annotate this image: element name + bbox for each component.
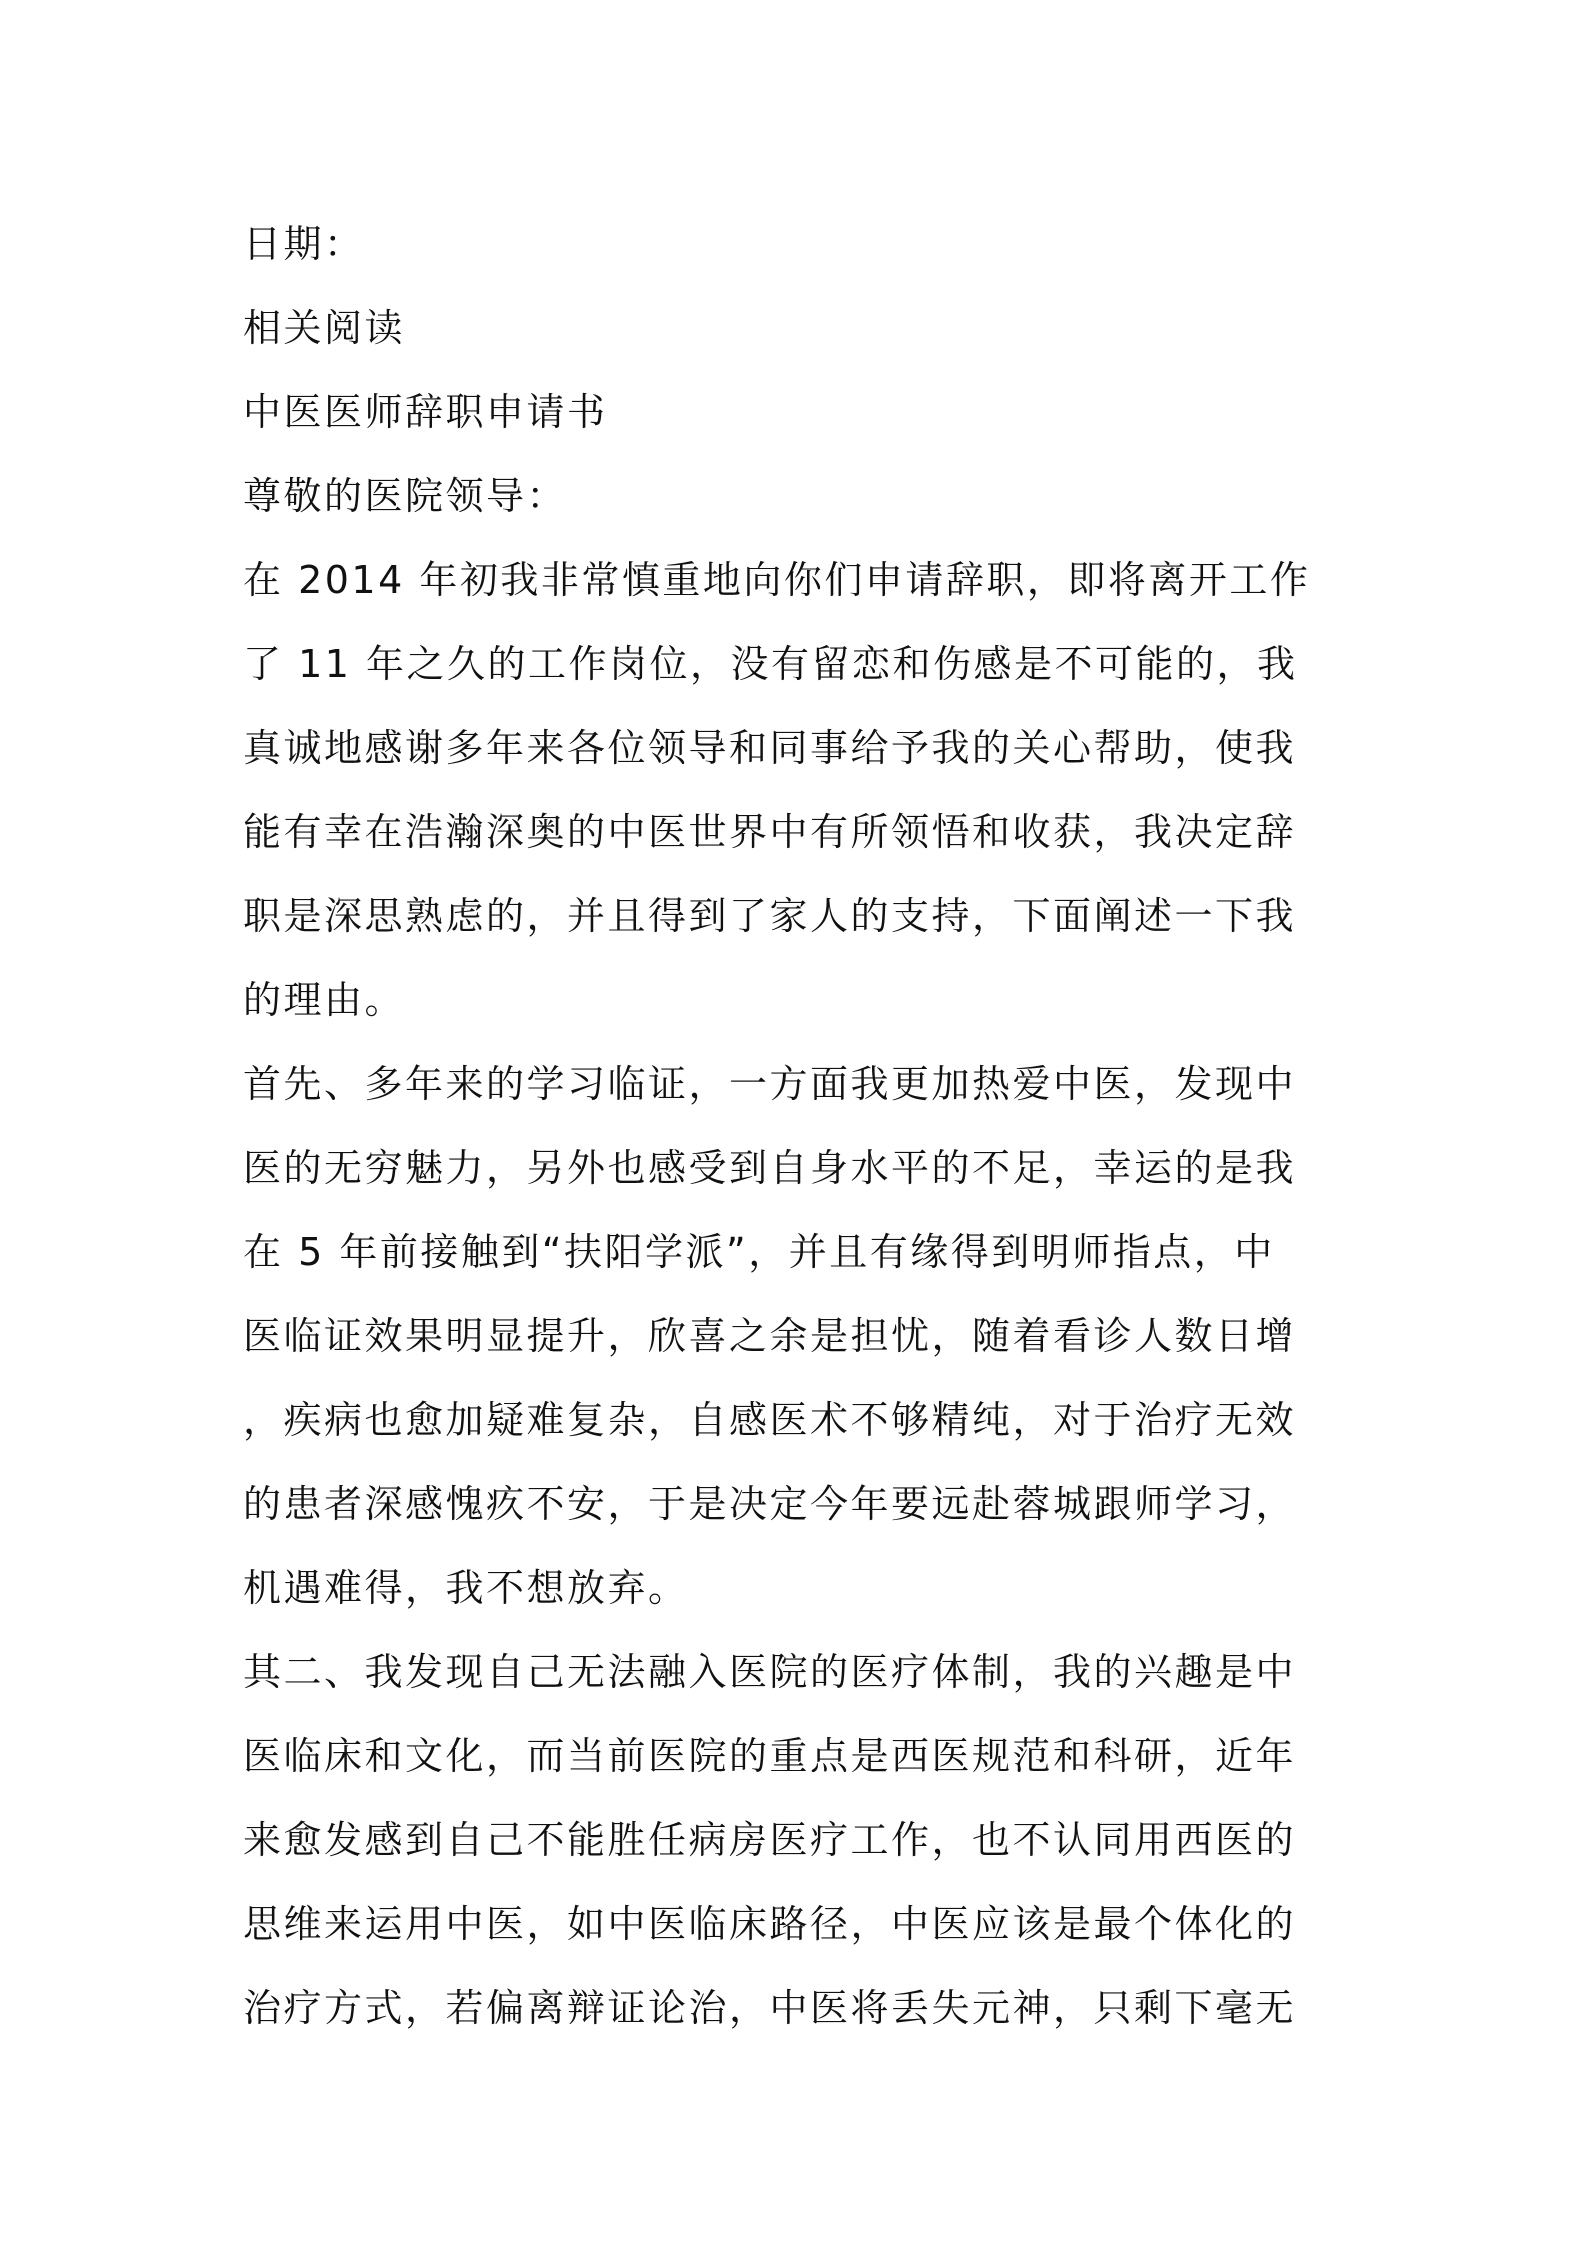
text-line: 的理由。 xyxy=(243,978,406,1022)
text-line: 医的无穷魅力，另外也感受到自身水平的不足，幸运的是我 xyxy=(243,1146,1297,1190)
letter-body xyxy=(243,202,1353,2050)
text-line: 首先、多年来的学习临证，一方面我更加热爱中医，发现中 xyxy=(243,1062,1297,1106)
text-line: 医临证效果明显提升，欣喜之余是担忧，随着看诊人数日增 xyxy=(243,1314,1297,1358)
letter-title: 中医医师辞职申请书 xyxy=(243,390,608,434)
text-line: 的患者深感愧疚不安，于是决定今年要远赴蓉城跟师学习， xyxy=(243,1482,1297,1526)
text-line: 医临床和文化，而当前医院的重点是西医规范和科研，近年 xyxy=(243,1734,1297,1778)
text-line: 在 5 年前接触到“扶阳学派”，并且有缘得到明师指点，中 xyxy=(243,1230,1275,1274)
salutation: 尊敬的医院领导： xyxy=(243,474,568,518)
text-line: 真诚地感谢多年来各位领导和同事给予我的关心帮助，使我 xyxy=(243,726,1297,770)
text-line: 治疗方式，若偏离辩证论治，中医将丢失元神，只剩下毫无 xyxy=(243,1986,1297,2030)
text-line: 来愈发感到自己不能胜任病房医疗工作，也不认同用西医的 xyxy=(243,1818,1297,1862)
text-line: 了 11 年之久的工作岗位，没有留恋和伤感是不可能的，我 xyxy=(243,642,1298,686)
text-line: 能有幸在浩瀚深奥的中医世界中有所领悟和收获，我决定辞 xyxy=(243,810,1297,854)
related-reading-label: 相关阅读 xyxy=(243,306,406,350)
text-line: 职是深思熟虑的，并且得到了家人的支持，下面阐述一下我 xyxy=(243,894,1297,938)
paragraph-intro xyxy=(243,538,1353,1042)
text-line: 其二、我发现自己无法融入医院的医疗体制，我的兴趣是中 xyxy=(243,1650,1297,1694)
paragraph-second-reason xyxy=(243,1630,1353,2050)
text-line: 机遇难得，我不想放弃。 xyxy=(243,1566,689,1610)
text-line: 在 2014 年初我非常慎重地向你们申请辞职，即将离开工作 xyxy=(243,558,1311,602)
paragraph-first-reason xyxy=(243,1042,1353,1630)
text-line: ，疾病也愈加疑难复杂，自感医术不够精纯，对于治疗无效 xyxy=(243,1398,1297,1442)
text-line: 思维来运用中医，如中医临床路径，中医应该是最个体化的 xyxy=(243,1902,1297,1946)
date-line: 日期： xyxy=(243,222,365,266)
